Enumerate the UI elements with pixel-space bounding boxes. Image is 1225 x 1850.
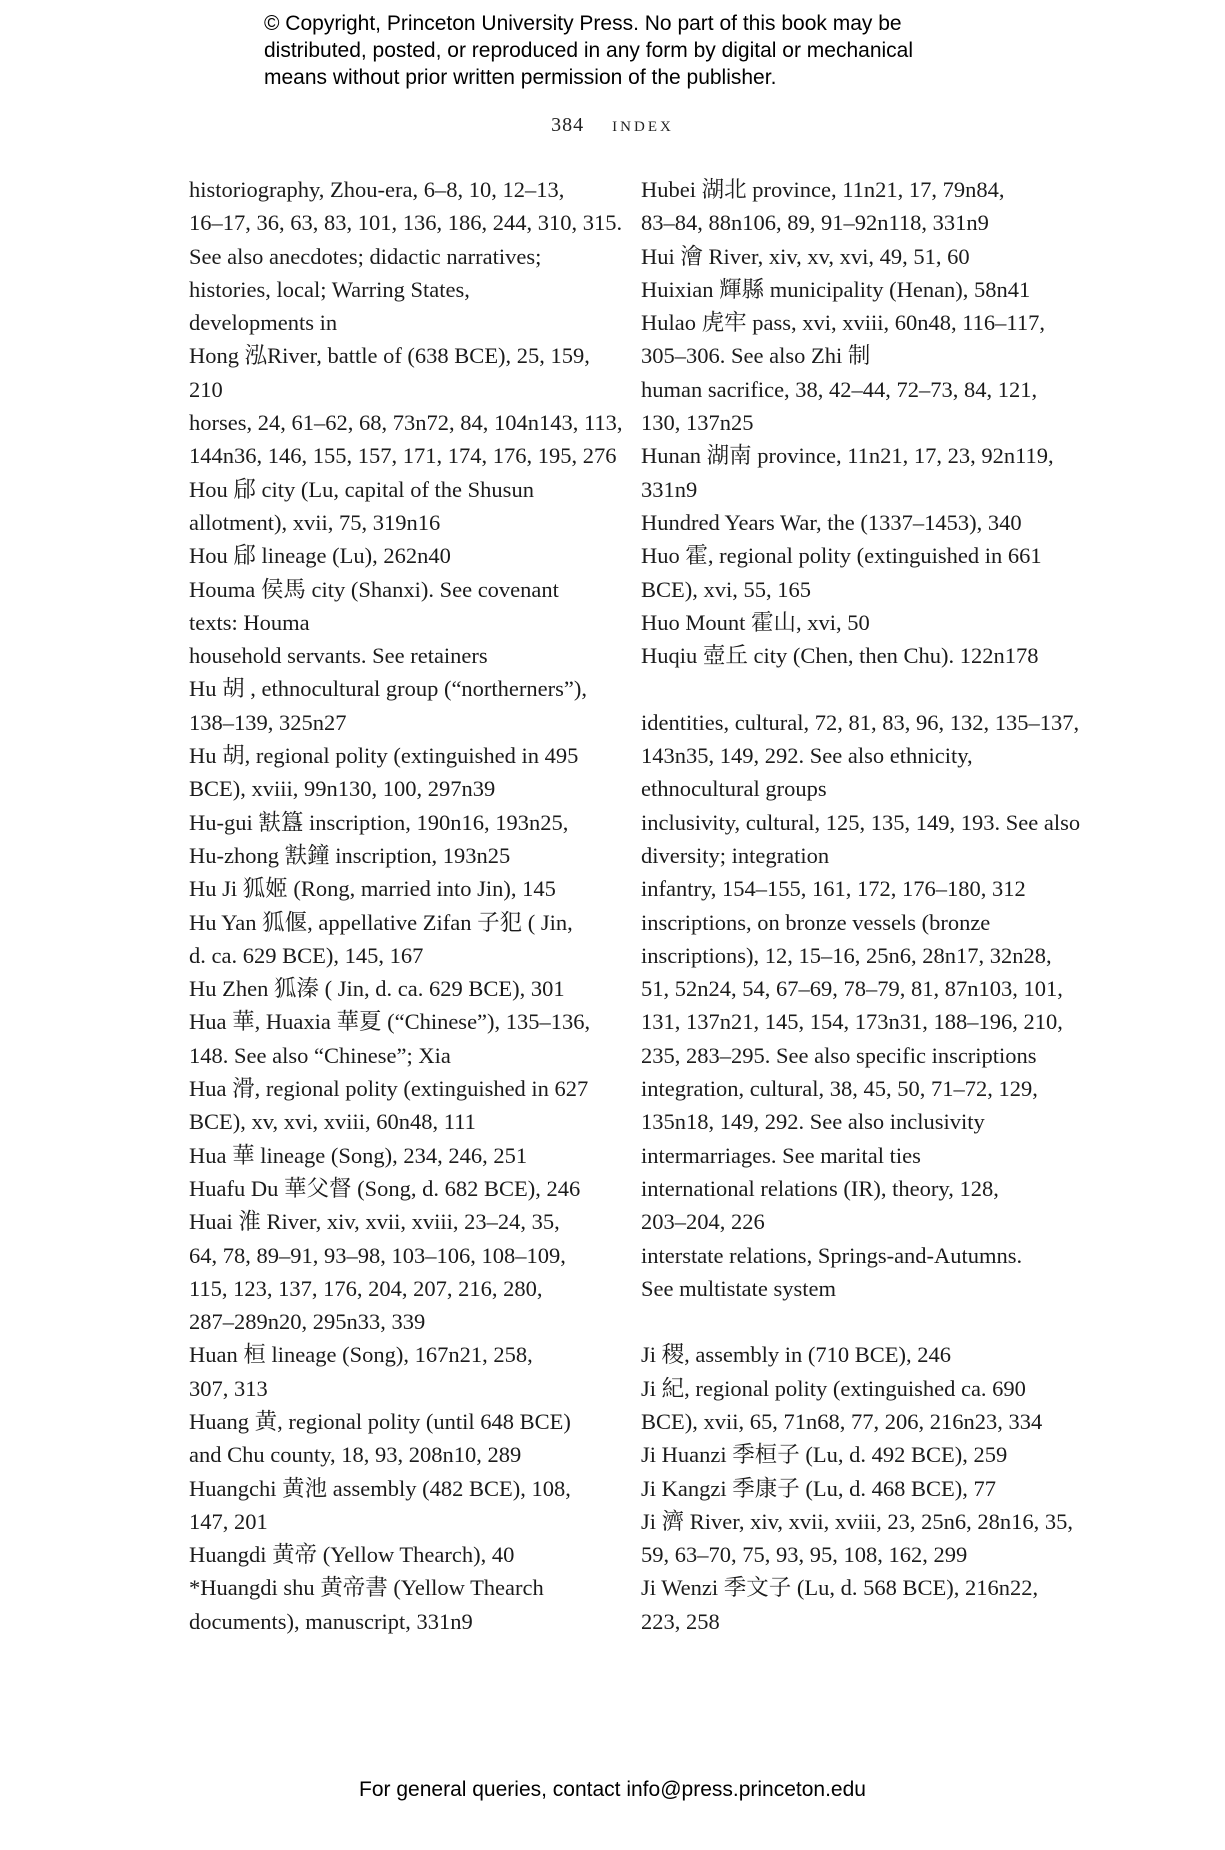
index-entry-line: human sacrifice, 38, 42–44, 72–73, 84, 121, (641, 376, 1038, 402)
index-entry (189, 1172, 629, 1205)
index-entry-line: BCE), xvi, 55, 165 (641, 576, 812, 602)
index-entry-line: Hua 滑, regional polity (extinguished in 627 (189, 1076, 589, 1102)
index-entry (189, 406, 629, 473)
index-entry (641, 240, 1081, 273)
index-entry-line: 210 (189, 376, 223, 402)
index-entry-line: Hu 胡, regional polity (extinguished in 495 (189, 743, 579, 769)
index-entry-line: horses, 24, 61–62, 68, 73n72, 84, 104n143, 113, (189, 410, 623, 436)
index-entry (641, 706, 1081, 806)
index-entry (189, 1139, 629, 1172)
index-entry (641, 273, 1081, 306)
index-entry-line: Hou 郈 city (Lu, capital of the Shusun (189, 476, 534, 502)
copyright-line: © Copyright, Princeton University Press. No part of this book may be (264, 12, 902, 35)
index-entry-line: texts: Houma (189, 609, 310, 635)
index-entry-line: 147, 201 (189, 1508, 268, 1534)
index-entry-line: Huai 淮 River, xiv, xvii, xviii, 23–24, 35, (189, 1209, 560, 1235)
copyright-notice (264, 10, 1024, 91)
running-head (0, 112, 1225, 137)
index-entry-line: Hou 郈 lineage (Lu), 262n40 (189, 543, 451, 569)
page-number: 384 (551, 114, 585, 136)
index-entry (189, 573, 629, 640)
index-entry (189, 1338, 629, 1405)
index-entry-line: interstate relations, Springs-and-Autumns. (641, 1242, 1023, 1268)
index-entry-line: 287–289n20, 295n33, 339 (189, 1309, 426, 1335)
index-entry-line: 115, 123, 137, 176, 204, 207, 216, 280, (189, 1275, 543, 1301)
index-entry-line: Huixian 輝縣 municipality (Henan), 58n41 (641, 276, 1031, 302)
index-entry-line: historiography, Zhou-era, 6–8, 10, 12–13, (189, 177, 565, 202)
index-entry-line: Hui 澮 River, xiv, xv, xvi, 49, 51, 60 (641, 243, 970, 269)
index-entry-line: Huan 桓 lineage (Song), 167n21, 258, (189, 1342, 533, 1368)
index-entry (189, 872, 629, 905)
index-entry-line: 331n9 (641, 476, 698, 502)
index-entry-line: Hu Yan 狐偃, appellative Zifan 子犯 ( Jin, (189, 909, 573, 935)
copyright-line: means without prior written permission of the publisher. (264, 66, 777, 89)
index-entry-line: Huangchi 黄池 assembly (482 BCE), 108, (189, 1475, 571, 1501)
index-entry-line: ethnocultural groups (641, 776, 827, 802)
index-entry-line: Ji 濟 River, xiv, xvii, xviii, 23, 25n6, 28n16, 35, (641, 1508, 1074, 1534)
index-entry-line: Huo 霍, regional polity (extinguished in 661 (641, 543, 1042, 569)
index-entry-line: Hu-gui 㝬簋 inscription, 190n16, 193n25, (189, 809, 569, 835)
index-entry-line: Huqiu 壺丘 city (Chen, then Chu). 122n178 (641, 643, 1039, 669)
index-entry-line: 138–139, 325n27 (189, 709, 347, 735)
index-entry-line: Ji 紀, regional polity (extinguished ca. 690 (641, 1375, 1026, 1401)
index-entry-line: diversity; integration (641, 842, 830, 868)
index-entry (641, 1172, 1081, 1239)
index-column-right (641, 173, 1081, 1638)
index-entry-line: Ji Kangzi 季康子 (Lu, d. 468 BCE), 77 (641, 1475, 996, 1501)
index-entry-line: Ji Huanzi 季桓子 (Lu, d. 492 BCE), 259 (641, 1442, 1008, 1468)
index-entry (641, 506, 1081, 539)
index-entry (641, 639, 1081, 672)
index-entry (189, 806, 629, 839)
index-column-left (189, 173, 629, 1638)
index-entry-line: 144n36, 146, 155, 157, 171, 174, 176, 195, 276 (189, 443, 617, 469)
index-entry-line: 59, 63–70, 75, 93, 95, 108, 162, 299 (641, 1542, 968, 1568)
index-entry (189, 639, 629, 672)
index-entry-line: Ji Wenzi 季文子 (Lu, d. 568 BCE), 216n22, (641, 1575, 1039, 1601)
index-entry-line: Hundred Years War, the (1337–1453), 340 (641, 509, 1022, 535)
index-entry-line: 135n18, 149, 292. See also inclusivity (641, 1109, 985, 1135)
index-entry (189, 839, 629, 872)
index-entry-line: 307, 313 (189, 1375, 268, 1401)
index-entry-line: Hu 胡 , ethnocultural group (“northerners”), (189, 676, 587, 702)
index-entry-line: inscriptions), 12, 15–16, 25n6, 28n17, 32n28, (641, 942, 1052, 968)
index-entry-line: 131, 137n21, 145, 154, 173n31, 188–196, 210, (641, 1009, 1063, 1035)
index-entry (641, 1139, 1081, 1172)
index-entry-line: Hua 華, Huaxia 華夏 (“Chinese”), 135–136, (189, 1009, 591, 1035)
index-entry-line: Hong 泓River, battle of (638 BCE), 25, 159, (189, 343, 590, 369)
index-entry (641, 872, 1081, 905)
index-entry-line: Hubei 湖北 province, 11n21, 17, 79n84, (641, 177, 1005, 202)
index-entry (641, 1505, 1081, 1572)
index-entry-line: inclusivity, cultural, 125, 135, 149, 193. See also (641, 809, 1081, 835)
index-entry-line: 223, 258 (641, 1608, 720, 1634)
index-entry (189, 539, 629, 572)
running-title: index (612, 112, 674, 136)
index-entry (641, 1571, 1081, 1638)
index-entry-line: documents), manuscript, 331n9 (189, 1608, 473, 1634)
index-entry-line: inscriptions, on bronze vessels (bronze (641, 909, 991, 935)
index-entry-line: identities, cultural, 72, 81, 83, 96, 132, 135–137, (641, 709, 1080, 735)
section-gap (641, 1305, 1081, 1338)
index-entry-line: Huangdi 黄帝 (Yellow Thearch), 40 (189, 1542, 515, 1568)
index-entry (641, 1372, 1081, 1439)
index-entry (641, 373, 1081, 440)
index-entry (641, 539, 1081, 606)
index-entry (189, 1571, 629, 1638)
index-entry-line: 305–306. See also Zhi 制 (641, 343, 871, 369)
footer-contact: For general queries, contact info@press.princeton.edu (359, 1778, 866, 1801)
index-entry-line: Hu-zhong 㝬鐘 inscription, 193n25 (189, 842, 511, 868)
index-entry-line: BCE), xv, xvi, xviii, 60n48, 111 (189, 1109, 476, 1135)
index-entry (189, 1205, 629, 1338)
index-entry-line: allotment), xvii, 75, 319n16 (189, 509, 441, 535)
index-entry-line: Hunan 湖南 province, 11n21, 17, 23, 92n119, (641, 443, 1054, 469)
index-entry-line: 130, 137n25 (641, 410, 754, 436)
index-entry-line: 143n35, 149, 292. See also ethnicity, (641, 743, 973, 769)
index-entry-line: 83–84, 88n106, 89, 91–92n118, 331n9 (641, 210, 989, 236)
index-entry-line: Huafu Du 華父督 (Song, d. 682 BCE), 246 (189, 1175, 581, 1201)
index-entry-line: Ji 稷, assembly in (710 BCE), 246 (641, 1342, 951, 1368)
index-entry-line: and Chu county, 18, 93, 208n10, 289 (189, 1442, 522, 1468)
section-gap (641, 672, 1081, 705)
index-entry-line: 16–17, 36, 63, 83, 101, 136, 186, 244, 310, 315. (189, 210, 623, 236)
index-entry-line: infantry, 154–155, 161, 172, 176–180, 312 (641, 876, 1026, 902)
index-entry (189, 972, 629, 1005)
index-entry-line: See also anecdotes; didactic narratives; (189, 243, 542, 269)
index-entry (189, 1538, 629, 1571)
index-entry-line: Hua 華 lineage (Song), 234, 246, 251 (189, 1142, 528, 1168)
index-entry-line: 51, 52n24, 54, 67–69, 78–79, 81, 87n103, 101, (641, 976, 1063, 1002)
index-entry-line: 203–204, 226 (641, 1209, 765, 1235)
index-entry (189, 1005, 629, 1072)
index-entry-line: See multistate system (641, 1275, 836, 1301)
index-entry (189, 339, 629, 406)
index-entry (641, 306, 1081, 373)
index-entry-line: *Huangdi shu 黄帝書 (Yellow Thearch (189, 1575, 544, 1601)
index-entry-line: histories, local; Warring States, (189, 276, 470, 302)
index-entry (189, 1405, 629, 1472)
index-entry-line: Huo Mount 霍山, xvi, 50 (641, 609, 870, 635)
index-entry (641, 1438, 1081, 1471)
index-entry (189, 739, 629, 806)
index-entry-line: developments in (189, 310, 338, 336)
index-entry (189, 672, 629, 739)
index-entry-line: integration, cultural, 38, 45, 50, 71–72, 129, (641, 1076, 1038, 1102)
index-entry-line: Hu Ji 狐姬 (Rong, married into Jin), 145 (189, 876, 556, 902)
index-entry-line: BCE), xvii, 65, 71n68, 77, 206, 216n23, 334 (641, 1408, 1043, 1434)
index-entry (189, 473, 629, 540)
index-entry-line: 148. See also “Chinese”; Xia (189, 1042, 451, 1068)
index-entry (641, 1338, 1081, 1371)
index-entry (641, 906, 1081, 1072)
index-entry (189, 1072, 629, 1139)
index-entry-line: 235, 283–295. See also specific inscriptions (641, 1042, 1037, 1068)
index-entry (641, 1072, 1081, 1139)
index-entry (189, 906, 629, 973)
index-entry-line: international relations (IR), theory, 128, (641, 1175, 999, 1201)
index-entry-line: d. ca. 629 BCE), 145, 167 (189, 942, 424, 968)
index-entry (641, 1472, 1081, 1505)
index-entry (641, 439, 1081, 506)
index-entry-line: Huang 黄, regional polity (until 648 BCE) (189, 1408, 571, 1434)
index-entry-line: Hulao 虎牢 pass, xvi, xviii, 60n48, 116–117, (641, 310, 1045, 336)
index-entry (641, 173, 1081, 240)
copyright-line: distributed, posted, or reproduced in any form by digital or mechanical (264, 39, 914, 62)
index-entry-line: 64, 78, 89–91, 93–98, 103–106, 108–109, (189, 1242, 566, 1268)
index-entry (641, 1239, 1081, 1306)
index-entry (641, 806, 1081, 873)
index-entry-line: Hu Zhen 狐溱 ( Jin, d. ca. 629 BCE), 301 (189, 976, 565, 1002)
index-entry (189, 1472, 629, 1539)
index-entry-line: intermarriages. See marital ties (641, 1142, 921, 1168)
index-entry-line: BCE), xviii, 99n130, 100, 297n39 (189, 776, 496, 802)
index-entry-line: Houma 侯馬 city (Shanxi). See covenant (189, 576, 559, 602)
index-entry-line: household servants. See retainers (189, 643, 488, 669)
index-entry (641, 606, 1081, 639)
index-entry (189, 173, 629, 339)
